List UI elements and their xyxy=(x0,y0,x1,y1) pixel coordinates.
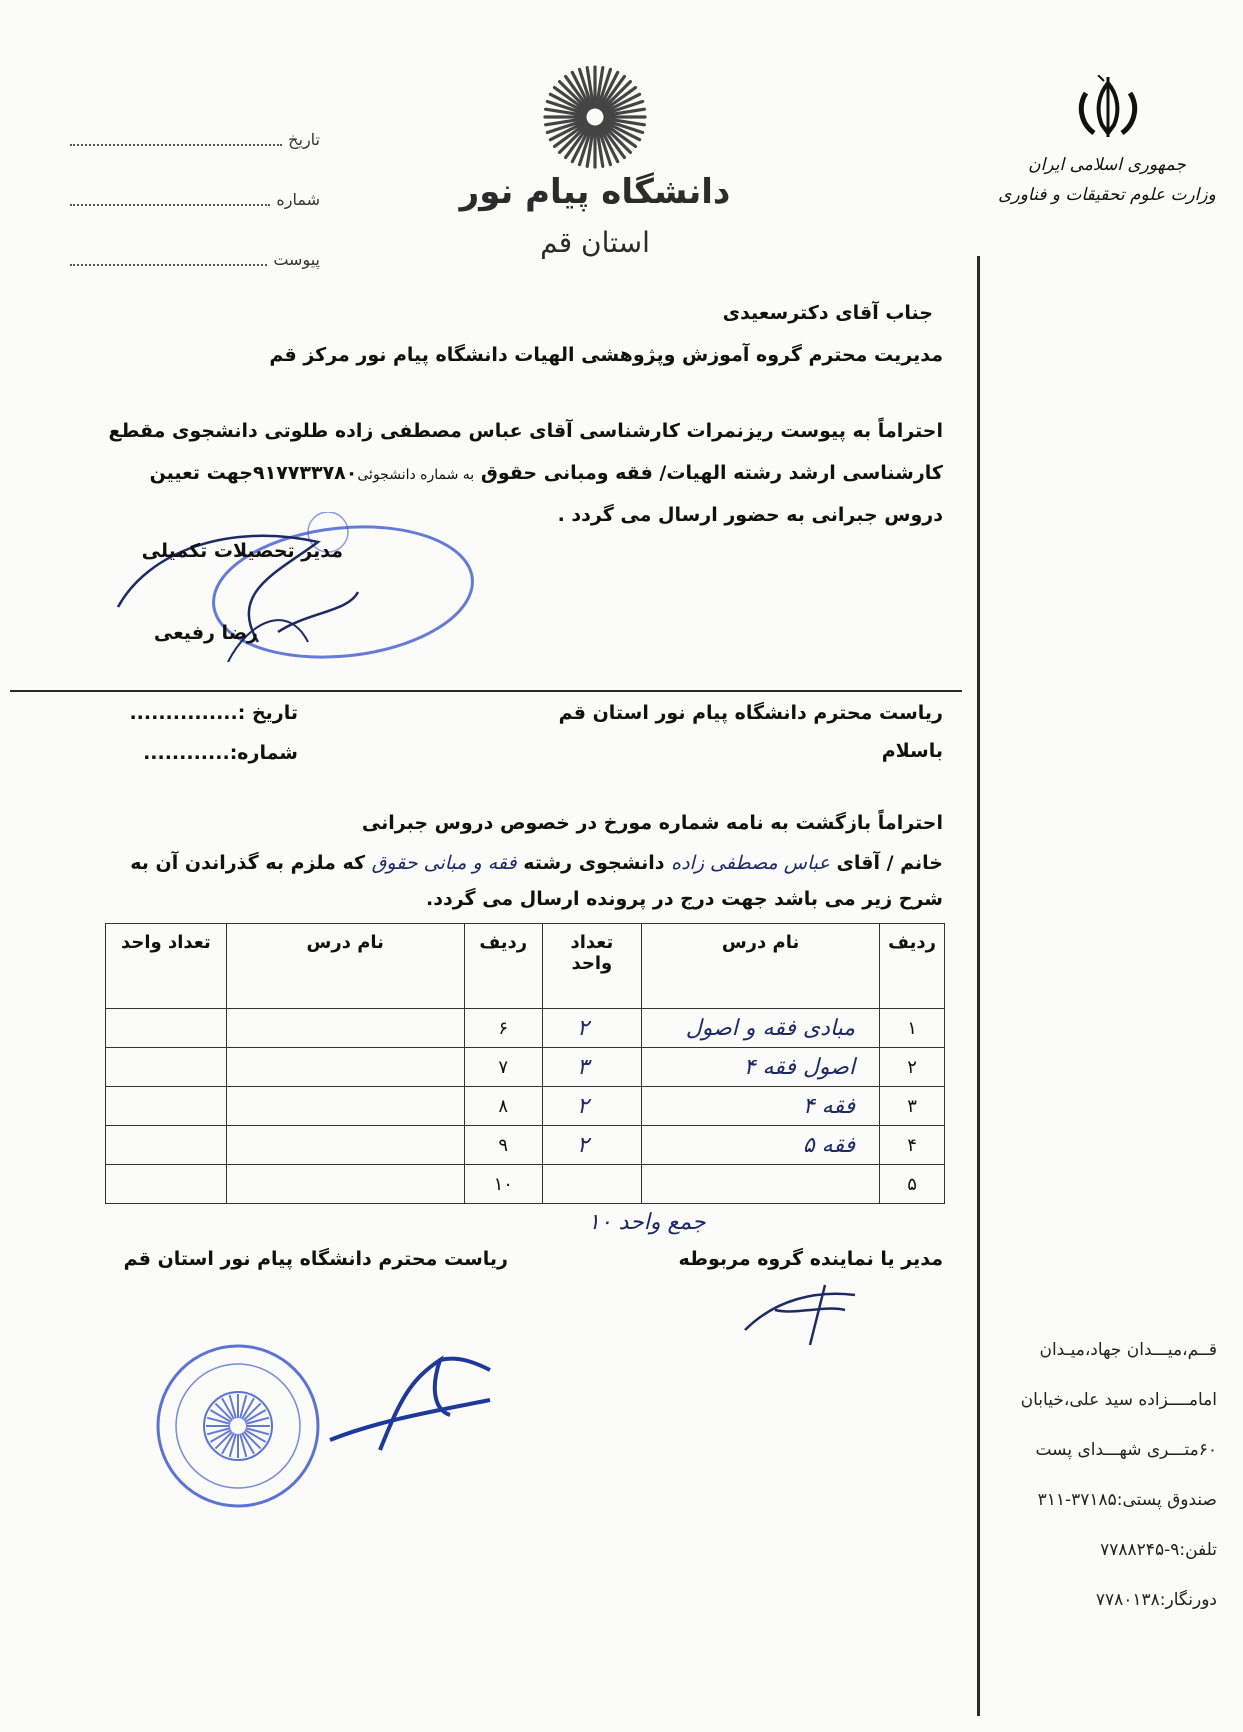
meta-attachment xyxy=(70,250,320,269)
letter2-date-label: تاریخ : xyxy=(237,702,298,724)
meta-attachment-dots xyxy=(70,250,267,266)
letter2-student-prefix: خانم / آقای xyxy=(836,852,943,874)
course-name-cell xyxy=(226,1126,464,1165)
meta-number xyxy=(70,190,320,209)
iran-emblem-icon xyxy=(1068,75,1148,145)
course-name-cell: اصول فقه ۴ xyxy=(642,1048,880,1087)
course-units-cell xyxy=(106,1048,227,1087)
letter2-number-dots: ............ xyxy=(143,742,230,764)
course-name-cell xyxy=(226,1087,464,1126)
col-header-row-2: ردیف xyxy=(464,924,542,1009)
group-representative-label: مدیر یا نماینده گروه مربوطه xyxy=(678,1248,943,1270)
course-units-cell xyxy=(106,1087,227,1126)
addressee-line: جناب آقای دکترسعیدی xyxy=(722,302,933,324)
row-number-cell: ۵ xyxy=(880,1165,945,1204)
course-name-cell xyxy=(226,1048,464,1087)
address-line-2: امامــــزاده سید علی،خیابان xyxy=(1020,1390,1217,1410)
president-signature xyxy=(320,1340,500,1460)
course-units-cell xyxy=(542,1165,641,1204)
meta-number-dots xyxy=(70,190,270,206)
row-number-cell: ۲ xyxy=(880,1048,945,1087)
col-header-row-1: ردیف xyxy=(880,924,945,1009)
table-row xyxy=(106,1087,945,1126)
row-number-cell: ۶ xyxy=(464,1009,542,1048)
table-header-row xyxy=(106,924,945,1009)
meta-attachment-label: پیوست xyxy=(273,250,320,269)
row-number-cell: ۳ xyxy=(880,1087,945,1126)
meta-date-label: تاریخ xyxy=(288,130,320,149)
course-name-cell xyxy=(226,1009,464,1048)
meta-number-label: شماره xyxy=(276,190,320,209)
addressee-dept-line: مدیریت محترم گروه آموزش وپژوهشی الهیات دانشگاه پیام نور مرکز قم xyxy=(269,344,943,366)
letter2-student-line xyxy=(130,852,943,874)
course-name-cell: فقه ۵ xyxy=(642,1126,880,1165)
letter1-student-no: ۹۱۷۷۳۳۷۸۰جهت تعیین xyxy=(149,462,358,484)
letter1-body-line-2 xyxy=(150,462,943,484)
table-row xyxy=(106,1165,945,1204)
table-row xyxy=(106,1048,945,1087)
letter1-body-line-3: دروس جبرانی به حضور ارسال می گردد . xyxy=(557,504,943,526)
letter1-body-line-1: احتراماً به پیوست ریزنمرات کارشناسی آقای عباس مصطفی زاده طلوتی دانشجوی مقطع xyxy=(108,420,943,442)
letter2-field: فقه و مبانی حقوق xyxy=(371,852,517,874)
col-header-course-1: نام درس xyxy=(642,924,880,1009)
letter2-student-name: عباس مصطفی زاده xyxy=(671,852,830,874)
gov-line-1: جمهوری اسلامی ایران xyxy=(1028,155,1186,175)
row-number-cell: ۹ xyxy=(464,1126,542,1165)
col-header-units-1: تعداد واحد xyxy=(542,924,641,1009)
course-units-cell xyxy=(106,1165,227,1204)
address-postal-box: صندوق پستی:۳۷۱۸۵-۳۱۱ xyxy=(1037,1490,1217,1510)
course-units-cell: ۲ xyxy=(542,1009,641,1048)
compensatory-courses-table xyxy=(105,923,945,1204)
signer-name: رضا رفیعی xyxy=(153,622,258,644)
course-units-cell xyxy=(106,1126,227,1165)
address-line-3: ۶۰متـــری شهـــدای پست xyxy=(1035,1440,1217,1460)
meta-date-dots xyxy=(70,130,282,146)
letter2-student-mid: دانشجوی رشته xyxy=(523,852,665,874)
gov-line-2: وزارت علوم تحقیقات و فناوری xyxy=(998,185,1216,205)
address-phone: تلفن:۹-۷۷۸۸۲۴۵ xyxy=(1100,1540,1217,1560)
table-row xyxy=(106,1009,945,1048)
horizontal-divider xyxy=(10,690,962,692)
address-line-1: قــم،میـــدان جهاد،میـدان xyxy=(1039,1340,1217,1360)
total-units-note: جمع واحد ۱۰ xyxy=(588,1210,706,1235)
letter2-date-dots: ............... xyxy=(129,702,238,724)
row-number-cell: ۷ xyxy=(464,1048,542,1087)
course-units-cell: ۳ xyxy=(542,1048,641,1087)
letter1-student-no-label: به شماره دانشجوئی xyxy=(357,467,475,483)
course-name-cell: مبادی فقه و اصول xyxy=(642,1009,880,1048)
letter2-number xyxy=(143,742,298,764)
letter2-addressee: ریاست محترم دانشگاه پیام نور استان قم xyxy=(558,702,943,724)
course-name-cell xyxy=(642,1165,880,1204)
row-number-cell: ۱ xyxy=(880,1009,945,1048)
letter2-date xyxy=(129,702,298,724)
university-name: دانشگاه پیام نور xyxy=(459,172,731,212)
letter2-number-label: شماره: xyxy=(229,742,298,764)
col-header-course-2: نام درس xyxy=(226,924,464,1009)
course-units-cell: ۲ xyxy=(542,1126,641,1165)
signer-title: مدیر تحصیلات تکمیلی xyxy=(141,540,343,562)
letter2-student-suffix: که ملزم به گذراندن آن به xyxy=(130,852,366,874)
row-number-cell: ۸ xyxy=(464,1087,542,1126)
address-fax: دورنگار:۷۷۸۰۱۳۸ xyxy=(1095,1590,1217,1610)
course-name-cell: فقه ۴ xyxy=(642,1087,880,1126)
letter2-reference: احتراماً بازگشت به نامه شماره مورخ در خصوص دروس جبرانی xyxy=(361,812,943,834)
payame-noor-logo-icon xyxy=(540,62,650,172)
row-number-cell: ۱۰ xyxy=(464,1165,542,1204)
course-units-cell xyxy=(106,1009,227,1048)
course-name-cell xyxy=(226,1165,464,1204)
letter2-closing: شرح زیر می باشد جهت درج در پرونده ارسال می گردد. xyxy=(426,888,943,910)
group-signature xyxy=(735,1270,875,1350)
gov-name xyxy=(997,150,1217,210)
university-province: استان قم xyxy=(540,226,650,259)
letter2-greeting: باسلام xyxy=(881,740,943,762)
meta-date xyxy=(70,130,320,149)
table-row xyxy=(106,1126,945,1165)
col-header-units-2: تعداد واحد xyxy=(106,924,227,1009)
course-units-cell: ۲ xyxy=(542,1087,641,1126)
letter1-field: کارشناسی ارشد رشته الهیات/ فقه ومبانی حقوق xyxy=(480,462,943,484)
university-round-stamp xyxy=(150,1336,325,1516)
president-label: ریاست محترم دانشگاه پیام نور استان قم xyxy=(123,1248,508,1270)
row-number-cell: ۴ xyxy=(880,1126,945,1165)
